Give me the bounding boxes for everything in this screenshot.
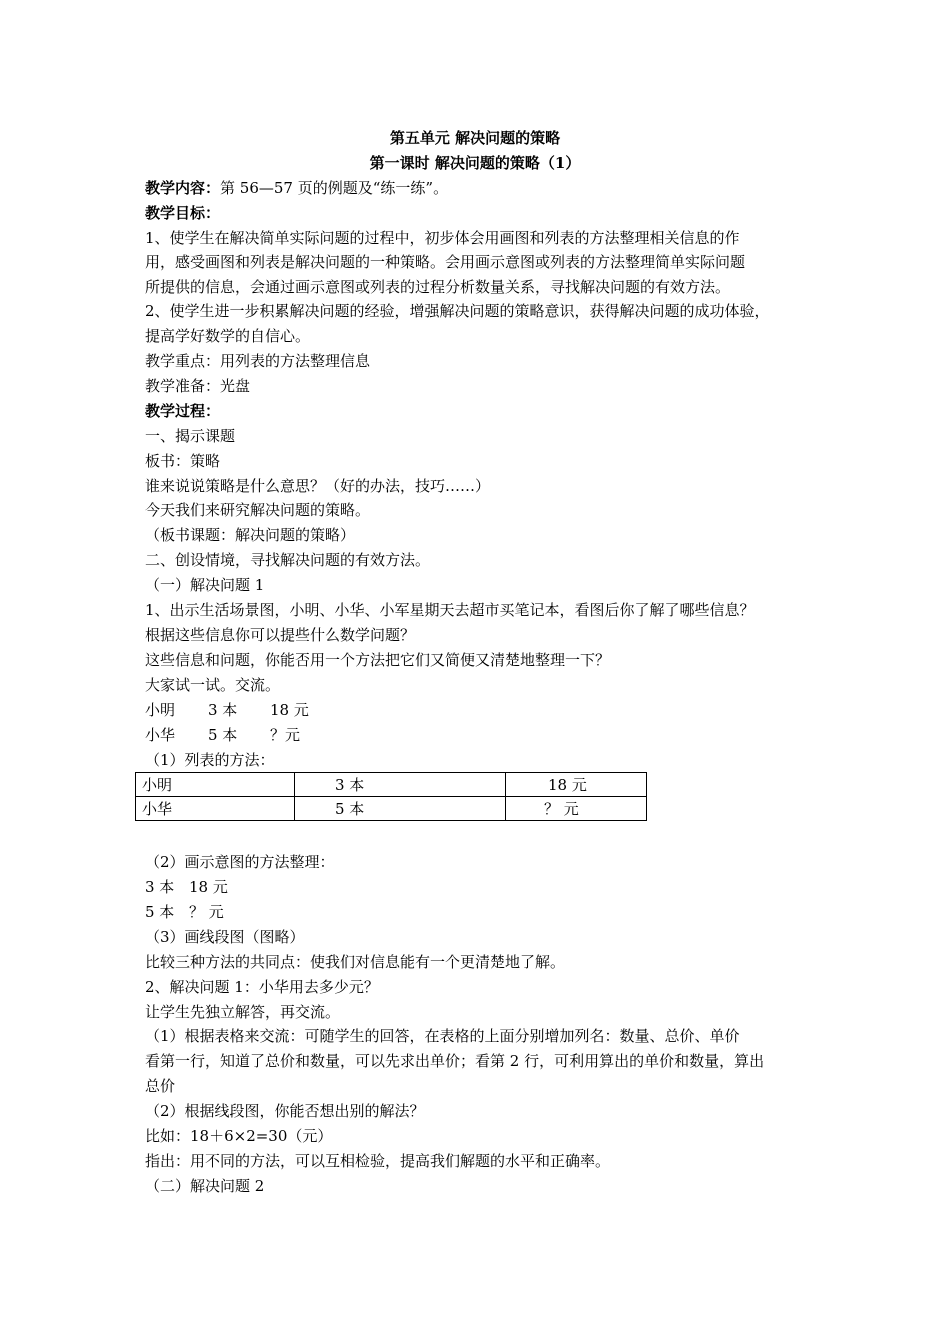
process-label: 教学过程： [145,402,221,420]
goal2-line2: 提高学好数学的自信心。 [145,327,311,345]
reason1-line1: （1）根据表格来交流：可随学生的回答，在表格的上面分别增加列名：数量、总价、单价 [145,1027,740,1045]
unit-title: 第五单元 解决问题的策略 [389,129,561,147]
compare-line: 比较三种方法的共同点：使我们对信息能有一个更清楚地了解。 [145,953,566,971]
table-cell: ？ 元 [506,797,647,821]
content-line [145,178,448,198]
info-name: 小明 [145,701,176,719]
diagram-qty: 5 本 [145,903,175,921]
info-row-1 [145,700,309,720]
info-name: 小华 [145,726,176,744]
info-price: 18 元 [270,701,309,719]
para2: 这些信息和问题，你能否用一个方法把它们又简便又清楚地整理一下？ [145,651,611,669]
goal1-line3: 所提供的信息，会通过画示意图或列表的过程分析数量关系，寻找解决问题的有效方法。 [145,278,731,296]
goals-label: 教学目标： [145,204,221,222]
reason2: （2）根据线段图，你能否想出别的解法？ [145,1102,425,1120]
table-cell: 5 本 [295,797,506,821]
info-row-2 [145,725,300,745]
goal1-line1: 1、使学生在解决简单实际问题的过程中，初步体会用画图和列表的方法整理相关信息的作 [145,229,740,247]
info-price: ？元 [270,726,301,744]
board-line-1: 板书：策略 [145,452,221,470]
board-line-2: （板书课题：解决问题的策略） [145,526,356,544]
table-cell: 3 本 [295,773,506,797]
para1-line1: 1、出示生活场景图，小明、小华、小军星期天去超市买笔记本，看图后你了解了哪些信息？ [145,601,755,619]
diagram-price: ？ 元 [189,903,224,921]
example-line: 比如：18＋6×2=30（元） [145,1127,333,1145]
content-text: 第 56—57 页的例题及“练一练”。 [220,179,449,197]
para3: 大家试一试。交流。 [145,676,281,694]
sub-heading-2: （二）解决问题 2 [145,1177,265,1195]
ask-line: 谁来说说策略是什么意思？（好的办法，技巧……） [145,477,491,495]
para1-line2: 根据这些信息你可以提些什么数学问题？ [145,626,416,644]
table-cell: 小华 [136,797,295,821]
reason1-line3: 总价 [145,1077,176,1095]
goal1-line2: 用，感受画图和列表是解决问题的一种策略。会用画示意图或列表的方法整理简单实际问题 [145,253,746,271]
content-label: 教学内容： [145,179,221,197]
sub-heading-1: （一）解决问题 1 [145,576,265,594]
table-cell: 18 元 [506,773,647,797]
table-row [136,773,647,797]
method3-heading: （3）画线段图（图略） [145,928,305,946]
preparation: 教学准备：光盘 [145,377,251,395]
key-point: 教学重点：用列表的方法整理信息 [145,352,371,370]
step2-heading: 二、创设情境，寻找解决问题的有效方法。 [145,551,431,569]
diagram-row-1 [145,877,228,897]
info-qty: 3 本 [208,701,238,719]
diagram-row-2 [145,902,224,922]
question2: 2、解决问题 1：小华用去多少元？ [145,978,379,996]
today-line: 今天我们来研究解决问题的策略。 [145,501,371,519]
info-qty: 5 本 [208,726,238,744]
table-row [136,797,647,821]
point-line: 指出：用不同的方法，可以互相检验，提高我们解题的水平和正确率。 [145,1152,611,1170]
table-cell: 小明 [136,773,295,797]
step1-heading: 一、揭示课题 [145,427,236,445]
diagram-qty: 3 本 [145,878,175,896]
lesson-title: 第一课时 解决问题的策略（1） [369,154,581,172]
method1-heading: （1）列表的方法： [145,751,275,769]
info-table [135,772,647,821]
reason1-line2: 看第一行，知道了总价和数量，可以先求出单价；看第 2 行，可利用算出的单价和数量，算出 [145,1052,765,1070]
diagram-price: 18 元 [189,878,228,896]
question2-instruction: 让学生先独立解答，再交流。 [145,1003,341,1021]
goal2-line1: 2、使学生进一步积累解决问题的经验，增强解决问题的策略意识，获得解决问题的成功体验， [145,302,770,320]
method2-heading: （2）画示意图的方法整理： [145,853,335,871]
